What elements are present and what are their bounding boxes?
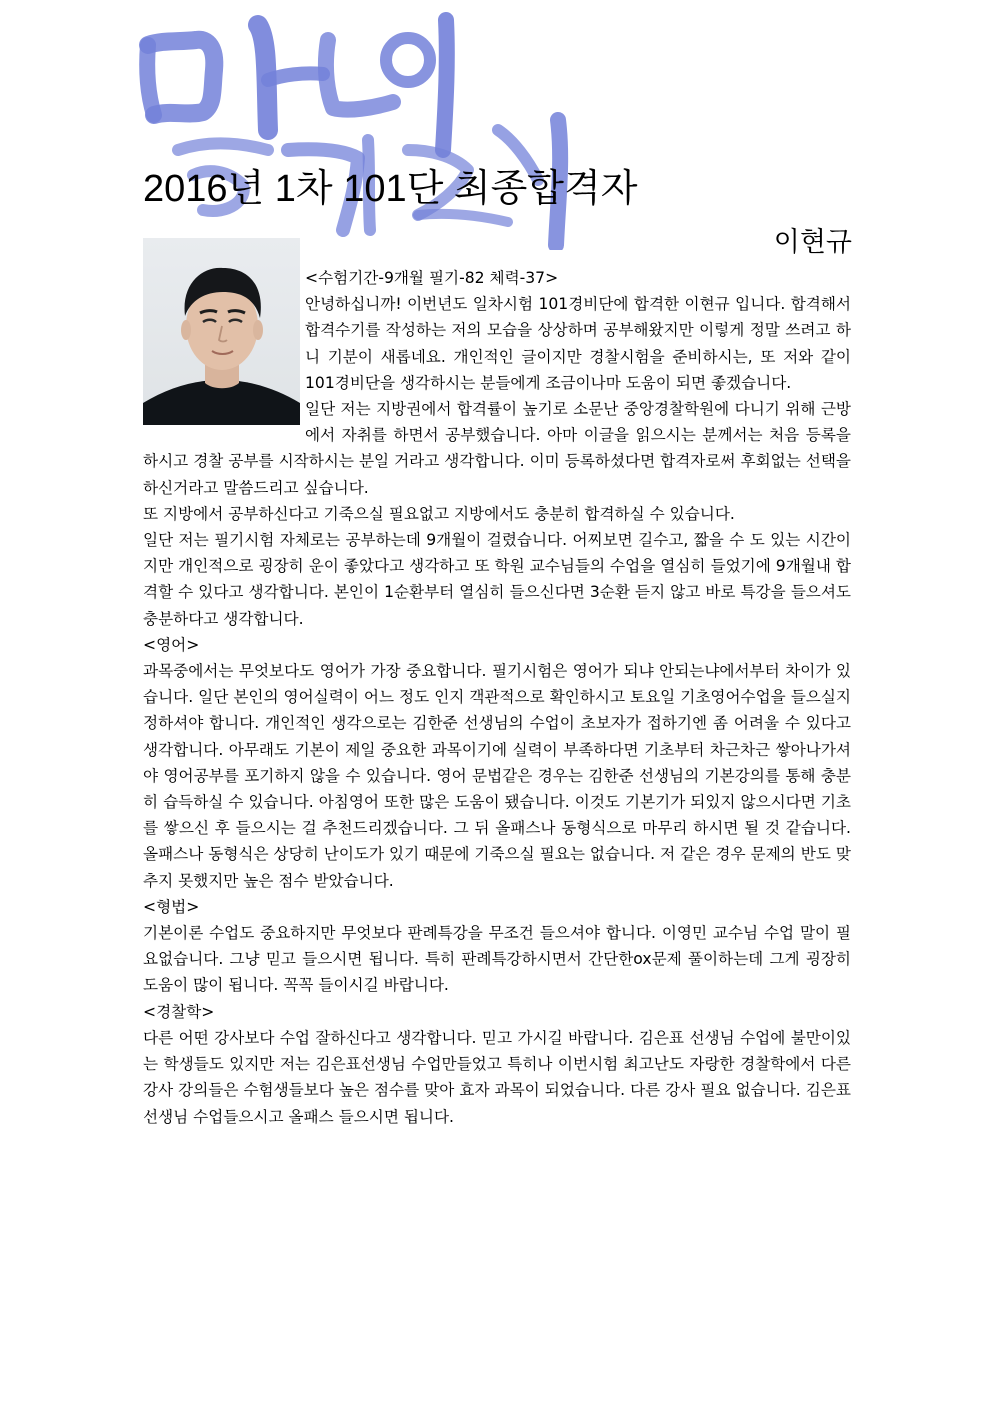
- police-science-paragraph: 다른 어떤 강사보다 수업 잘하신다고 생각합니다. 믿고 가시길 바랍니다. 김은표 선생님 수업에 불만이있는 학생들도 있지만 저는 김은표선생님 수업만들었고 특히나 이번시험 최고난도 자랑한 경찰학에서 다른강사 강의들은 수험생들보다 높은 점수를 맞아 효자 과목이 되었습니다. 다른 강사 필요 없습니다. 김은표 선생님 수업들으시고 올패스 들으시면 됩니다.: [143, 1028, 851, 1126]
- photo-spacer: [143, 265, 305, 441]
- page-title: 2016년 1차 101단 최종합격자: [143, 168, 638, 210]
- police-science-heading: <경찰학>: [143, 1002, 215, 1021]
- criminal-law-heading: <형법>: [143, 897, 200, 916]
- intro-paragraph: 안녕하십니까! 이번년도 일차시험 101경비단에 합격한 이현규 입니다. 합격해서 합격수기를 작성하는 저의 모습을 상상하며 공부해왔지만 이렇게 정말 쓰려고 하니 기분이 새롭네요. 개인적인 글이지만 경찰시험을 준비하시는, 또 저와 같이 101경비단을 생각하시는 분들에게 조금이나마 도움이 되면 좋겠습니다.: [305, 295, 851, 392]
- testimonial-body: [143, 265, 851, 1130]
- exam-period: <수험기간-9개월 필기-82 체력-37>: [305, 269, 559, 287]
- author-name: 이현규: [773, 227, 852, 258]
- calligraphy-logo-icon: [118, 0, 618, 250]
- paragraph-local: 또 지방에서 공부하신다고 기죽으실 필요없고 지방에서도 충분히 합격하실 수 있습니다.: [143, 504, 735, 523]
- english-heading: <영어>: [143, 635, 200, 654]
- english-paragraph: 과목중에서는 무엇보다도 영어가 가장 중요합니다. 필기시험은 영어가 되냐 안되는냐에서부터 차이가 있습니다. 일단 본인의 영어실력이 어느 정도 인지 객관적으로 확인하시고 토요일 기초영어수업을 들으실지 정하셔야 합니다. 개인적인 생각으로는 김한준 선생님의 수업이 초보자가 접하기엔 좀 어려울 수 있다고 생각합니다. 아무래도 기본이 제일 중요한 과목이기에 실력이 부족하다면 기초부터 차근차근 쌓아나가셔야 영어공부를 포기하지 않을 수 있습니다. 영어 문법같은 경우는 김한준 선생님의 기본강의를 통해 충분히 습득하실 수 있습니다. 아침영어 또한 많은 도움이 됐습니다. 이것도 기본기가 되있지 않으시다면 기초를 쌓으신 후 들으시는 걸 추천드리겠습니다. 그 뒤 올패스나 동형식으로 마무리 하시면 될 것 같습니다. 올패스나 동형식은 상당히 난이도가 있기 때문에 기죽으실 필요는 없습니다. 저 같은 경우 문제의 반도 맞추지 못했지만 높은 점수 받았습니다.: [143, 662, 851, 890]
- criminal-law-paragraph: 기본이론 수업도 중요하지만 무엇보다 판례특강을 무조건 들으셔야 합니다. 이영민 교수님 수업 말이 필요없습니다. 그냥 믿고 들으시면 됩니다. 특히 판례특강하시면서 간단한ox문제 풀이하는데 그게 굉장히 도움이 많이 됩니다. 꼭꼭 들이시길 바랍니다.: [143, 924, 851, 995]
- paragraph-duration: 일단 저는 필기시험 자체로는 공부하는데 9개월이 걸렸습니다. 어찌보면 길수고, 짧을 수 도 있는 시간이지만 개인적으로 굉장히 운이 좋았다고 생각하고 또 학원 교수님들의 수업을 열심히 들었기에 9개월내 합격할 수 있다고 생각합니다. 본인이 1순환부터 열심히 들으신다면 3순환 듣지 않고 바로 특강을 들으셔도 충분하다고 생각합니다.: [143, 531, 851, 628]
- paragraph-academy: 일단 저는 지방권에서 합격률이 높기로 소문난 중앙경찰학원에 다니기 위해 근방에서 자취를 하면서 공부했습니다. 아마 이글을 읽으시는 분께서는 처음 등록을 하시고 경찰 공부를 시작하시는 분일 거라고 생각합니다. 이미 등록하셨다면 합격자로써 후회없는 선택을 하신거라고 말씀드리고 싶습니다.: [143, 400, 851, 497]
